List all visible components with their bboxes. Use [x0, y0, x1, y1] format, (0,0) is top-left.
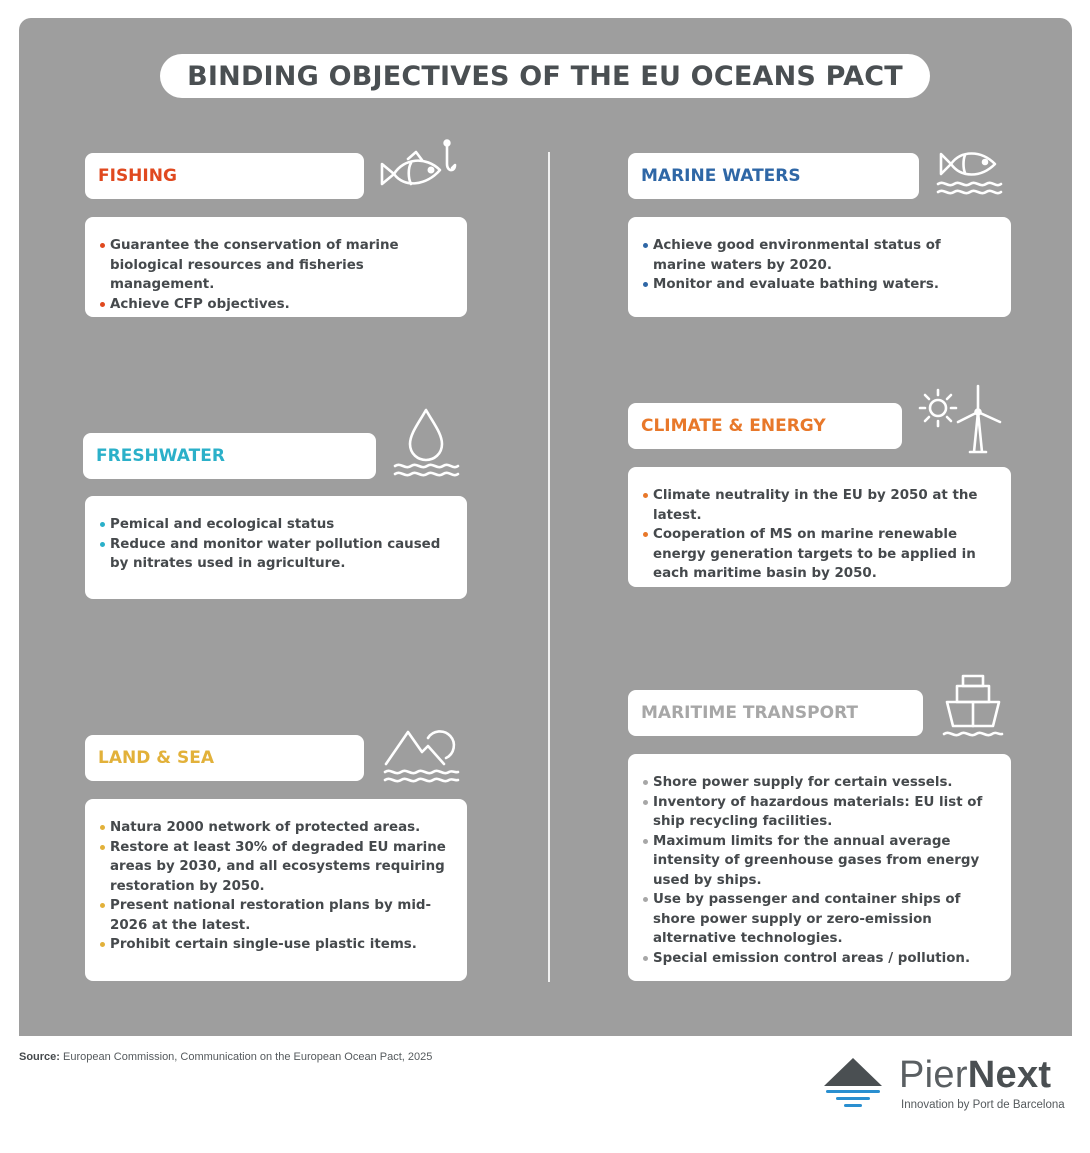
maritime-transport-heading: MARITIME TRANSPORT — [641, 703, 859, 723]
maritime-transport-card — [628, 754, 1011, 981]
brand-name — [899, 1052, 1051, 1098]
source-text: European Commission, Communication on the European Ocean Pact, 2025 — [63, 1051, 433, 1063]
list-item: Restore at least 30% of degraded EU marine areas by 2030, and all ecosystems requiring restoration by 2050. — [99, 838, 449, 897]
water-drop-icon — [392, 406, 460, 480]
climate-energy-heading: CLIMATE & ENERGY — [641, 416, 826, 436]
list-item: Climate neutrality in the EU by 2050 at the latest. — [642, 486, 993, 525]
marine-waters-heading-box — [628, 153, 919, 199]
column-divider — [548, 152, 550, 982]
list-item: Present national restoration plans by mid-2026 at the latest. — [99, 896, 449, 935]
freshwater-card — [85, 496, 467, 599]
list-item: Special emission control areas / pollution. — [642, 949, 993, 969]
title-banner — [160, 54, 930, 98]
list-item: Shore power supply for certain vessels. — [642, 773, 993, 793]
fish-waves-icon — [935, 140, 1003, 202]
list-item: Use by passenger and container ships of shore power supply or zero-emission alternative technologies. — [642, 890, 993, 949]
list-item: Achieve good environmental status of marine waters by 2020. — [642, 236, 993, 275]
brand-part1: Pier — [899, 1054, 968, 1096]
freshwater-heading: FRESHWATER — [96, 446, 225, 466]
list-item: Achieve CFP objectives. — [99, 295, 449, 315]
mountain-sun-sea-icon — [382, 720, 460, 784]
fish-hook-icon — [378, 138, 460, 200]
brand-part2: Next — [967, 1054, 1052, 1096]
land-sea-heading-box — [85, 735, 364, 781]
fishing-card — [85, 217, 467, 317]
list-item: Prohibit certain single-use plastic items. — [99, 935, 449, 955]
list-item: Inventory of hazardous materials: EU list of ship recycling facilities. — [642, 793, 993, 832]
list-item: Natura 2000 network of protected areas. — [99, 818, 449, 838]
list-item: Monitor and evaluate bathing waters. — [642, 275, 993, 295]
list-item: Cooperation of MS on marine renewable energy generation targets to be applied in each maritime basin by 2050. — [642, 525, 993, 584]
marine-waters-heading: MARINE WATERS — [641, 166, 801, 186]
marine-waters-card — [628, 217, 1011, 317]
climate-energy-heading-box — [628, 403, 902, 449]
ship-icon — [941, 672, 1005, 740]
fishing-heading-box — [85, 153, 364, 199]
brand-tagline: Innovation by Port de Barcelona — [901, 1099, 1065, 1111]
climate-energy-card — [628, 467, 1011, 587]
list-item: Pemical and ecological status — [99, 515, 449, 535]
page-title: BINDING OBJECTIVES OF THE EU OCEANS PACT — [187, 60, 903, 92]
list-item: Maximum limits for the annual average intensity of greenhouse gases from energy used by ships. — [642, 832, 993, 891]
source-label: Source: — [19, 1051, 60, 1063]
source-note — [19, 1051, 432, 1063]
maritime-transport-heading-box — [628, 690, 923, 736]
land-sea-card — [85, 799, 467, 981]
fishing-heading: FISHING — [98, 166, 177, 186]
list-item: Guarantee the conservation of marine biological resources and fisheries management. — [99, 236, 449, 295]
land-sea-heading: LAND & SEA — [98, 748, 215, 768]
list-item: Reduce and monitor water pollution caused by nitrates used in agriculture. — [99, 535, 449, 574]
piernext-logo-icon — [822, 1056, 884, 1116]
freshwater-heading-box — [83, 433, 376, 479]
sun-wind-turbine-icon — [914, 382, 1006, 454]
